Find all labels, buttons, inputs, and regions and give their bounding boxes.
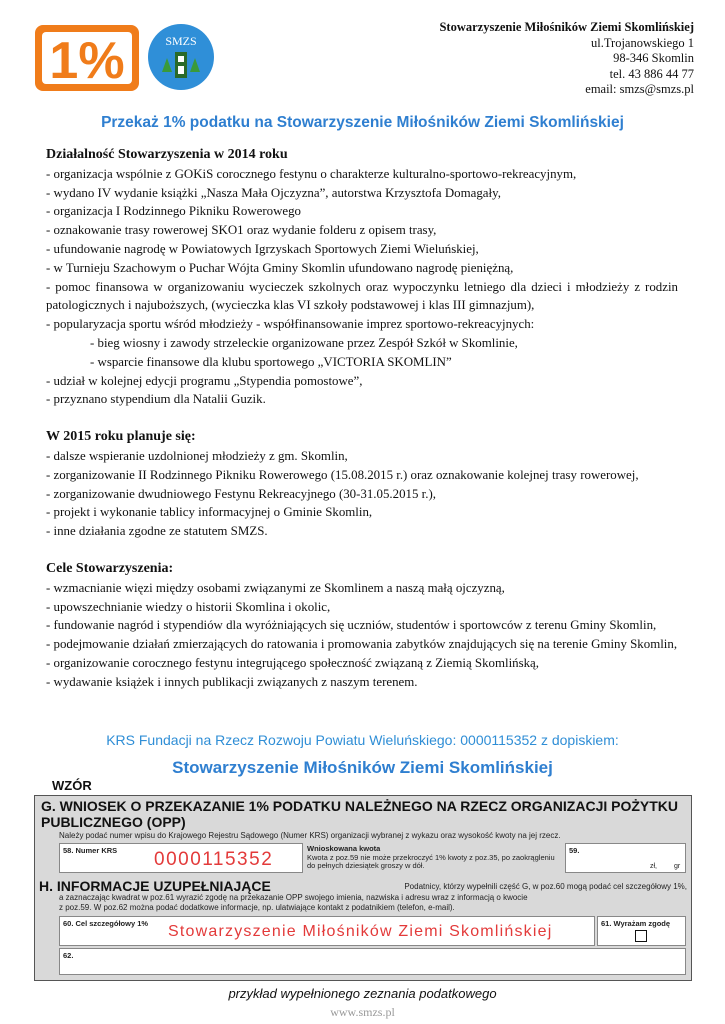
list-item: - udział w kolejnej edycji programu „Stypendia pomostowe”, (46, 373, 363, 388)
field-58-value: 0000115352 (154, 849, 274, 870)
section-h-note-1: Podatnicy, którzy wypełnili część G, w poz.60 mogą podać cel szczegółowy 1%, (404, 882, 687, 891)
field-58-label: 58. Numer KRS (63, 846, 118, 855)
section-h-note-3: z poz.59. W poz.62 można podać dodatkowe informacje, np. ulatwiające kontakt z podatnikiem (telefon, e-mail). (59, 903, 455, 912)
field-62-label: 62. (63, 951, 74, 960)
field-59-amount[interactable] (565, 843, 686, 873)
list-item: - zorganizowanie dwudniowego Festynu Rekreacyjnego (30-31.05.2015 r.), (46, 486, 436, 501)
logo-percent-text: 1% (49, 32, 125, 90)
contact-org: Stowarzyszenie Miłośników Ziemi Skomlińskiej (439, 20, 694, 34)
logo-smzs-text: SMZS (165, 34, 197, 48)
contact-city: 98-346 Skomlin (613, 51, 694, 65)
list-item: - organizowanie corocznego festynu integrującego społeczność związaną z Ziemią Skomlińską, (46, 655, 539, 670)
section-h-note-2: a zaznaczając kwadrat w poz.61 wyrazić zgodę na przekazanie OPP swojego imienia, nazwiska i adresu wraz z informacją o kwocie (59, 893, 528, 902)
goals-heading: Cele Stowarzyszenia: (46, 560, 174, 576)
main-title: Przekaż 1% podatku na Stowarzyszenie Miłośników Ziemi Skomlińskiej (101, 114, 624, 131)
list-item: - upowszechnianie wiedzy o historii Skomlina i okolic, (46, 599, 331, 614)
caption: przykład wypełnionego zeznania podatkowego (228, 986, 497, 1001)
list-item: - w Turnieju Szachowym o Puchar Wójta Gminy Skomlin ufundowano nagrodę pieniężną, (46, 260, 514, 275)
requested-amount-label: Wnioskowana kwota (307, 844, 381, 853)
list-item: - wzmacnianie więzi między osobami związanymi ze Skomlinem a naszą małą ojczyzną, (46, 580, 505, 595)
sub-list-item: - wsparcie finansowe dla klubu sportowego „VICTORIA SKOMLIN” (90, 354, 452, 369)
section-h-title: H. INFORMACJE UZUPEŁNIAJĄCE (39, 878, 271, 894)
tax-form-sample (34, 795, 692, 981)
list-item: - wydano IV wydanie książki „Nasza Mała Ojczyzna”, autorstwa Krzysztofa Domagały, (46, 185, 501, 200)
list-item: - inne działania zgodne ze statutem SMZS. (46, 524, 268, 539)
list-item: - dalsze wspieranie uzdolnionej młodzieży z gm. Skomlin, (46, 448, 348, 463)
gr-label: gr (674, 863, 681, 870)
requested-amount-box (307, 843, 563, 873)
list-item: - oznakowanie trasy rowerowej SKO1 oraz wydanie folderu z opisem trasy, (46, 223, 437, 238)
smzs-logo (146, 22, 216, 92)
list-item: - zorganizowanie II Rodzinnego Pikniku Rowerowego (15.08.2015 r.) oraz oznakowanie kolejnej trasy rowerowej, (46, 467, 639, 482)
contact-email[interactable]: email: smzs@smzs.pl (585, 82, 694, 96)
list-item: - przyznano stypendium dla Natalii Guzik. (46, 392, 266, 407)
field-61-label: 61. Wyrażam zgodę (601, 919, 671, 928)
field-59-label: 59. (569, 846, 580, 855)
list-item: - ufundowanie nagrodę w Powiatowych Igrzyskach Sportowych Ziemi Wieluńskiej, (46, 241, 479, 256)
field-60-goal[interactable] (59, 916, 595, 946)
requested-amount-note: Kwota z poz.59 nie może przekroczyć 1% kwoty z poz.35, po zaokrągleniu do pełnych dziesiątek groszy w dół. (307, 853, 555, 870)
contact-block (439, 20, 694, 98)
one-percent-logo (33, 23, 141, 93)
section-g-title: G. WNIOSEK O PRZEKAZANIE 1% PODATKU NALEŻNEGO NA RZECZ ORGANIZACJI POŻYTKU PUBLICZNEGO (OPP) (41, 798, 679, 830)
field-60-value: Stowarzyszenie Miłośników Ziemi Skomlińskiej (168, 923, 553, 940)
contact-street: ul.Trojanowskiego 1 (590, 35, 694, 50)
list-item: - podejmowanie działań zmierzających do ratowania i promowania zabytków znajdujących się na terenie Gminy Skomlin, (46, 637, 678, 652)
contact-phone: tel. 43 886 44 77 (609, 66, 694, 81)
list-item: - fundowanie nagród i stypendiów dla wyróżniających się uczniów, studentów i sportowców z terenu Gminy Skomlin, (46, 618, 657, 633)
field-61-consent[interactable] (597, 916, 686, 946)
consent-checkbox[interactable] (635, 930, 647, 942)
website-url[interactable]: www.smzs.pl (330, 1005, 395, 1019)
wzor-label: WZÓR (52, 778, 92, 793)
list-item: - wydawanie książek i innych publikacji związanych z naszym terenem. (46, 674, 418, 689)
section-2014-heading: Działalność Stowarzyszenia w 2014 roku (46, 147, 288, 162)
body-text (46, 146, 678, 692)
field-58-krs[interactable] (59, 843, 303, 873)
field-62-additional[interactable] (59, 948, 686, 975)
sub-list-item: - bieg wiosny i zawody strzeleckie organizowane przez Zespół Szkół w Skomlinie, (90, 335, 518, 350)
section-2015-heading: W 2015 roku planuje się: (46, 429, 196, 445)
zl-label: zł, (650, 863, 657, 870)
list-item: - projekt i wykonanie tablicy informacyjnej o Gminie Skomlin, (46, 505, 373, 520)
list-item: - organizacja I Rodzinnego Pikniku Rowerowego (46, 204, 302, 219)
field-60-label: 60. Cel szczegółowy 1% (63, 919, 149, 928)
list-item: - popularyzacja sportu wśród młodzieży - współfinansowanie imprez sportowo-rekreacyjnych: (46, 317, 535, 332)
section-g-note: Należy podać numer wpisu do Krajowego Rejestru Sądowego (Numer KRS) organizacji wybranej z wykazu oraz wysokość kwoty na jej rzecz. (59, 831, 561, 840)
krs-line: KRS Fundacji na Rzecz Rozwoju Powiatu Wieluńskiego: 0000115352 z dopiskiem: (106, 732, 619, 748)
list-item: - organizacja wspólnie z GOKiS corocznego festynu o charakterze kulturalno-sportowo-rekreacyjnym, (46, 166, 577, 181)
list-item: - pomoc finansowa w organizowaniu wycieczek szkolnych oraz wypoczynku letniego dla dzieci i młodzieży z rodzin patologicznych i najuboższych, (wycieczka klas VI szkoły podstawowej i klas III gimnazjum), (46, 279, 678, 313)
org-name-big: Stowarzyszenie Miłośników Ziemi Skomlińskiej (172, 758, 553, 777)
